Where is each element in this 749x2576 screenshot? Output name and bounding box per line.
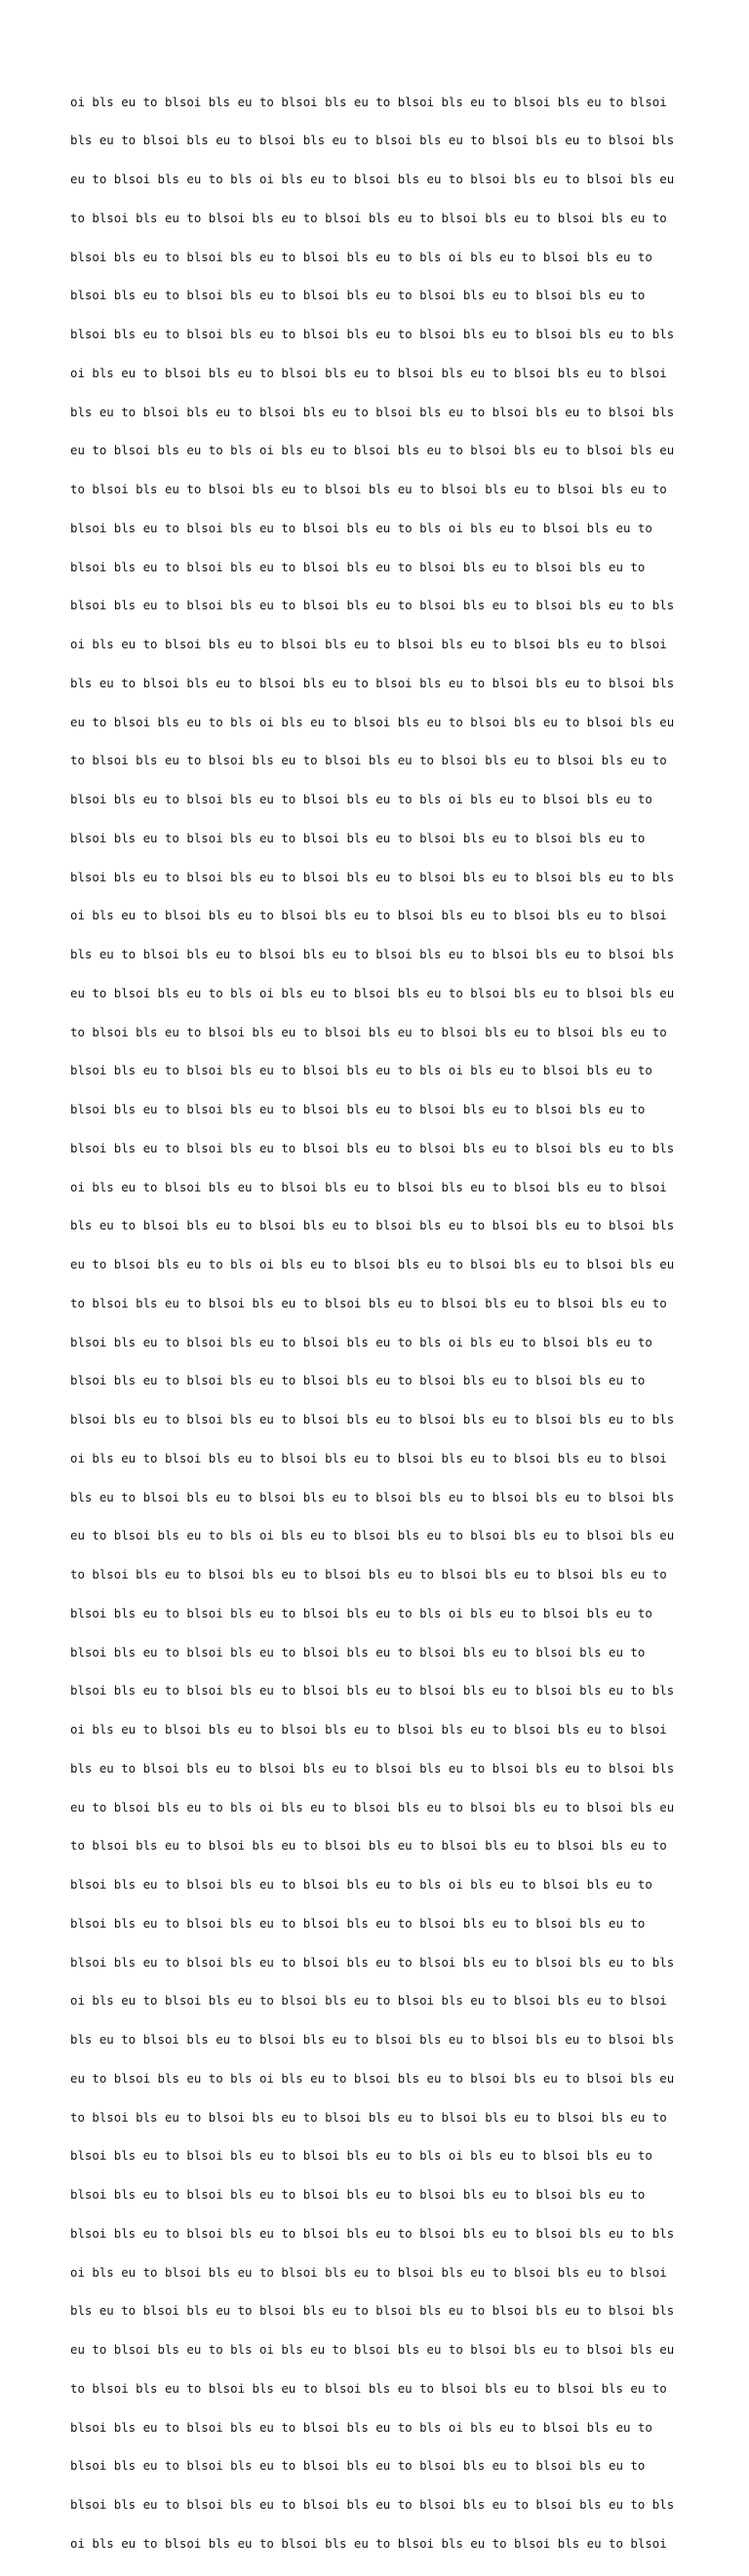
text-line: blsoi bls eu to blsoi bls eu to blsoi bls eu to blsoi bls eu to blsoi bls eu to bls bbox=[70, 2225, 675, 2241]
text-line: bls eu to blsoi bls eu to blsoi bls eu to blsoi bls eu to blsoi bls eu to blsoi bls bbox=[70, 2032, 675, 2047]
text-line: oi bls eu to blsoi bls eu to blsoi bls eu to blsoi bls eu to blsoi bls eu to blsoi bbox=[70, 1179, 667, 1194]
text-line: to blsoi bls eu to blsoi bls eu to blsoi bls eu to blsoi bls eu to blsoi bls eu to bbox=[70, 2380, 667, 2396]
text-line: blsoi bls eu to blsoi bls eu to blsoi bls eu to blsoi bls eu to blsoi bls eu to bbox=[70, 830, 646, 845]
text-line: to blsoi bls eu to blsoi bls eu to blsoi bls eu to blsoi bls eu to blsoi bls eu to bbox=[70, 2109, 667, 2125]
text-line: blsoi bls eu to blsoi bls eu to blsoi bls eu to blsoi bls eu to blsoi bls eu to bbox=[70, 1373, 646, 1388]
text-line: blsoi bls eu to blsoi bls eu to blsoi bls eu to bls oi bls eu to blsoi bls eu to bbox=[70, 249, 652, 264]
text-line: blsoi bls eu to blsoi bls eu to blsoi bls eu to blsoi bls eu to blsoi bls eu to bbox=[70, 559, 646, 574]
text-line: to blsoi bls eu to blsoi bls eu to blsoi bls eu to blsoi bls eu to blsoi bls eu to bbox=[70, 1567, 667, 1581]
text-line: eu to blsoi bls eu to bls oi bls eu to blsoi bls eu to blsoi bls eu to blsoi bls eu bbox=[70, 985, 675, 1000]
text-line: blsoi bls eu to blsoi bls eu to blsoi bls eu to bls oi bls eu to blsoi bls eu to bbox=[70, 1877, 652, 1892]
text-line: blsoi bls eu to blsoi bls eu to blsoi bls eu to blsoi bls eu to blsoi bls eu to bls bbox=[70, 1140, 675, 1155]
text-line: oi bls eu to blsoi bls eu to blsoi bls eu to blsoi bls eu to blsoi bls eu to blsoi bbox=[70, 2264, 667, 2280]
text-line: oi bls eu to blsoi bls eu to blsoi bls eu to blsoi bls eu to blsoi bls eu to blsoi bbox=[70, 1722, 667, 1737]
text-line: bls eu to blsoi bls eu to blsoi bls eu to blsoi bls eu to blsoi bls eu to blsoi bls bbox=[70, 1218, 675, 1233]
text-line: eu to blsoi bls eu to bls oi bls eu to blsoi bls eu to blsoi bls eu to blsoi bls eu bbox=[70, 1528, 675, 1543]
body-text bbox=[70, 69, 674, 2576]
text-line: oi bls eu to blsoi bls eu to blsoi bls eu to blsoi bls eu to blsoi bls eu to blsoi bbox=[70, 1450, 667, 1465]
text-line: bls eu to blsoi bls eu to blsoi bls eu to blsoi bls eu to blsoi bls eu to blsoi bls bbox=[70, 675, 675, 690]
text-line: bls eu to blsoi bls eu to blsoi bls eu to blsoi bls eu to blsoi bls eu to blsoi bls bbox=[70, 133, 675, 148]
text-line: blsoi bls eu to blsoi bls eu to blsoi bls eu to bls oi bls eu to blsoi bls eu to bbox=[70, 2419, 652, 2435]
text-line: eu to blsoi bls eu to bls oi bls eu to blsoi bls eu to blsoi bls eu to blsoi bls eu bbox=[70, 714, 675, 729]
text-line: bls eu to blsoi bls eu to blsoi bls eu to blsoi bls eu to blsoi bls eu to blsoi bls bbox=[70, 404, 675, 419]
text-line: bls eu to blsoi bls eu to blsoi bls eu to blsoi bls eu to blsoi bls eu to blsoi bls bbox=[70, 1489, 675, 1504]
text-line: oi bls eu to blsoi bls eu to blsoi bls eu to blsoi bls eu to blsoi bls eu to blsoi bbox=[70, 365, 667, 380]
text-line: eu to blsoi bls eu to bls oi bls eu to blsoi bls eu to blsoi bls eu to blsoi bls eu bbox=[70, 2342, 675, 2357]
text-line: blsoi bls eu to blsoi bls eu to blsoi bls eu to bls oi bls eu to blsoi bls eu to bbox=[70, 520, 652, 535]
text-line: to blsoi bls eu to blsoi bls eu to blsoi bls eu to blsoi bls eu to blsoi bls eu to bbox=[70, 1295, 667, 1310]
text-line: eu to blsoi bls eu to bls oi bls eu to blsoi bls eu to blsoi bls eu to blsoi bls eu bbox=[70, 1799, 675, 1815]
text-line: blsoi bls eu to blsoi bls eu to blsoi bls eu to blsoi bls eu to blsoi bls eu to bbox=[70, 1915, 646, 1931]
text-line: oi bls eu to blsoi bls eu to blsoi bls eu to blsoi bls eu to blsoi bls eu to blsoi bbox=[70, 94, 667, 109]
text-line: blsoi bls eu to blsoi bls eu to blsoi bls eu to blsoi bls eu to blsoi bls eu to bbox=[70, 288, 646, 303]
text-line: blsoi bls eu to blsoi bls eu to blsoi bls eu to blsoi bls eu to blsoi bls eu to bls bbox=[70, 1412, 675, 1426]
text-line: blsoi bls eu to blsoi bls eu to blsoi bls eu to bls oi bls eu to blsoi bls eu to bbox=[70, 2148, 652, 2164]
text-line: eu to blsoi bls eu to bls oi bls eu to blsoi bls eu to blsoi bls eu to blsoi bls eu bbox=[70, 2070, 675, 2086]
text-line: blsoi bls eu to blsoi bls eu to blsoi bls eu to bls oi bls eu to blsoi bls eu to bbox=[70, 1605, 652, 1620]
text-line: to blsoi bls eu to blsoi bls eu to blsoi bls eu to blsoi bls eu to blsoi bls eu to bbox=[70, 1024, 667, 1039]
text-line: blsoi bls eu to blsoi bls eu to blsoi bls eu to blsoi bls eu to blsoi bls eu to bbox=[70, 1644, 646, 1659]
text-line: blsoi bls eu to blsoi bls eu to blsoi bls eu to blsoi bls eu to blsoi bls eu to bls bbox=[70, 1954, 675, 1970]
text-line: eu to blsoi bls eu to bls oi bls eu to blsoi bls eu to blsoi bls eu to blsoi bls eu bbox=[70, 172, 675, 186]
text-line: blsoi bls eu to blsoi bls eu to blsoi bls eu to blsoi bls eu to blsoi bls eu to bls bbox=[70, 598, 675, 613]
text-line: blsoi bls eu to blsoi bls eu to blsoi bls eu to bls oi bls eu to blsoi bls eu to bbox=[70, 1334, 652, 1349]
text-line: to blsoi bls eu to blsoi bls eu to blsoi bls eu to blsoi bls eu to blsoi bls eu to bbox=[70, 482, 667, 496]
text-line: to blsoi bls eu to blsoi bls eu to blsoi bls eu to blsoi bls eu to blsoi bls eu to bbox=[70, 1838, 667, 1854]
text-line: blsoi bls eu to blsoi bls eu to blsoi bls eu to blsoi bls eu to blsoi bls eu to bbox=[70, 1102, 646, 1116]
text-line: blsoi bls eu to blsoi bls eu to blsoi bls eu to blsoi bls eu to blsoi bls eu to bls bbox=[70, 1683, 675, 1698]
text-line: blsoi bls eu to blsoi bls eu to blsoi bls eu to blsoi bls eu to blsoi bls eu to bbox=[70, 2458, 646, 2474]
text-line: blsoi bls eu to blsoi bls eu to blsoi bls eu to blsoi bls eu to blsoi bls eu to bbox=[70, 2187, 646, 2202]
text-line: oi bls eu to blsoi bls eu to blsoi bls eu to blsoi bls eu to blsoi bls eu to blsoi bbox=[70, 1993, 667, 2009]
text-line: bls eu to blsoi bls eu to blsoi bls eu to blsoi bls eu to blsoi bls eu to blsoi bls bbox=[70, 2303, 675, 2319]
text-line: to blsoi bls eu to blsoi bls eu to blsoi bls eu to blsoi bls eu to blsoi bls eu to bbox=[70, 753, 667, 768]
text-line: oi bls eu to blsoi bls eu to blsoi bls eu to blsoi bls eu to blsoi bls eu to blsoi bbox=[70, 637, 667, 651]
text-line: to blsoi bls eu to blsoi bls eu to blsoi bls eu to blsoi bls eu to blsoi bls eu to bbox=[70, 210, 667, 225]
text-line: blsoi bls eu to blsoi bls eu to blsoi bls eu to blsoi bls eu to blsoi bls eu to bls bbox=[70, 869, 675, 884]
text-line: blsoi bls eu to blsoi bls eu to blsoi bls eu to blsoi bls eu to blsoi bls eu to bls bbox=[70, 327, 675, 341]
text-line: blsoi bls eu to blsoi bls eu to blsoi bls eu to blsoi bls eu to blsoi bls eu to bls bbox=[70, 2497, 675, 2512]
text-line: blsoi bls eu to blsoi bls eu to blsoi bls eu to bls oi bls eu to blsoi bls eu to bbox=[70, 1063, 652, 1078]
text-line: eu to blsoi bls eu to bls oi bls eu to blsoi bls eu to blsoi bls eu to blsoi bls eu bbox=[70, 443, 675, 458]
text-line: oi bls eu to blsoi bls eu to blsoi bls eu to blsoi bls eu to blsoi bls eu to blsoi bbox=[70, 908, 667, 923]
text-line: oi bls eu to blsoi bls eu to blsoi bls eu to blsoi bls eu to blsoi bls eu to blsoi bbox=[70, 2535, 667, 2551]
text-line: blsoi bls eu to blsoi bls eu to blsoi bls eu to bls oi bls eu to blsoi bls eu to bbox=[70, 792, 652, 806]
text-line: eu to blsoi bls eu to bls oi bls eu to blsoi bls eu to blsoi bls eu to blsoi bls eu bbox=[70, 1257, 675, 1271]
text-line: bls eu to blsoi bls eu to blsoi bls eu to blsoi bls eu to blsoi bls eu to blsoi bls bbox=[70, 947, 675, 961]
text-line: bls eu to blsoi bls eu to blsoi bls eu to blsoi bls eu to blsoi bls eu to blsoi bls bbox=[70, 1760, 675, 1776]
